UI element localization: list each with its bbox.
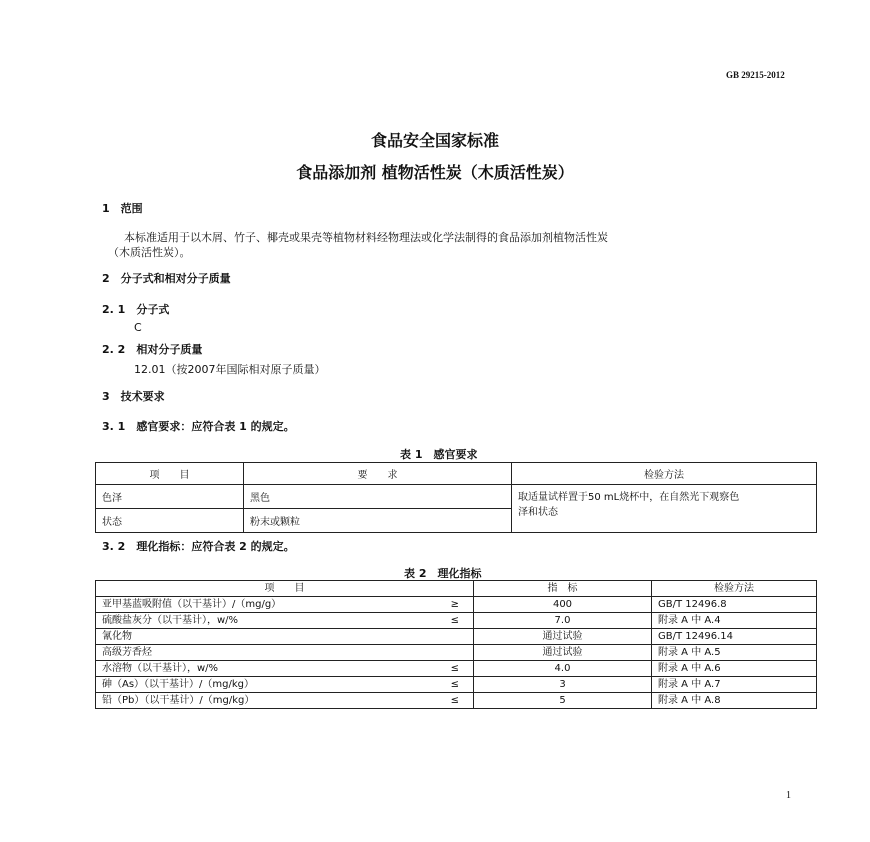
- table2-value: 5: [474, 693, 652, 709]
- table2-item: [96, 597, 474, 613]
- table2-item-label: 高级芳香烃: [102, 647, 152, 658]
- table2-item-label: 氰化物: [102, 631, 132, 642]
- table2-item: [96, 613, 474, 629]
- section-3-heading: 3 技术要求: [102, 390, 165, 403]
- molecular-mass-value: 12.01（按2007年国际相对原子质量）: [134, 363, 326, 376]
- table2-item: [96, 629, 474, 645]
- table2-caption: 表 2 理化指标: [404, 567, 482, 580]
- table-row: [96, 677, 817, 693]
- table2-method: 附录 A 中 A.5: [652, 645, 817, 661]
- table1-item: 色泽: [96, 485, 244, 509]
- table2-value: 7.0: [474, 613, 652, 629]
- table1-requirement: 黑色: [244, 485, 512, 509]
- comparison-symbol: ≤: [450, 679, 459, 690]
- table2-item-label: 硫酸盐灰分（以干基计），w/%: [102, 615, 239, 626]
- table2-item: [96, 645, 474, 661]
- table2-item: [96, 677, 474, 693]
- section-3-1-heading: 3. 1 感官要求：应符合表 1 的规定。: [102, 420, 295, 433]
- section-2-1-heading: 2. 1 分子式: [102, 303, 170, 316]
- table2-method: 附录 A 中 A.8: [652, 693, 817, 709]
- table-row: [96, 613, 817, 629]
- table-row: [96, 645, 817, 661]
- comparison-symbol: ≤: [450, 695, 459, 706]
- table1-caption: 表 1 感官要求: [400, 448, 478, 461]
- table1-requirement: 粉末或颗粒: [244, 509, 512, 533]
- physicochemical-table: [95, 580, 817, 709]
- section-3-2-heading: 3. 2 理化指标：应符合表 2 的规定。: [102, 540, 295, 553]
- table1-header-requirement: 要 求: [244, 463, 512, 485]
- section-1-text-line2: （木质活性炭）。: [108, 246, 191, 259]
- table2-value: 通过试验: [474, 645, 652, 661]
- page-title: 食品安全国家标准: [370, 131, 499, 150]
- table1-header-method: 检验方法: [512, 463, 817, 485]
- section-2-2-heading: 2. 2 相对分子质量: [102, 343, 203, 356]
- table2-header-method: 检验方法: [652, 581, 817, 597]
- page-number: 1: [786, 790, 791, 801]
- table2-header-value: 指 标: [474, 581, 652, 597]
- table2-value: 3: [474, 677, 652, 693]
- table-row: [96, 693, 817, 709]
- table2-value: 400: [474, 597, 652, 613]
- table2-value: 通过试验: [474, 629, 652, 645]
- table2-header-item: 项 目: [96, 581, 474, 597]
- table2-method: GB/T 12496.8: [652, 597, 817, 613]
- table1-method-line1: 取适量试样置于50 mL烧杯中，在自然光下观察色: [518, 492, 740, 503]
- section-1-text-line1: 本标准适用于以木屑、竹子、椰壳或果壳等植物材料经物理法或化学法制得的食品添加剂植物活性炭: [124, 231, 608, 244]
- table1-method-line2: 泽和状态: [518, 507, 558, 518]
- comparison-symbol: ≤: [450, 663, 459, 674]
- table2-method: 附录 A 中 A.6: [652, 661, 817, 677]
- table1-header-item: 项 目: [96, 463, 244, 485]
- table2-item: [96, 661, 474, 677]
- table2-item-label: 铅（Pb）（以干基计）/（mg/kg）: [102, 695, 255, 706]
- comparison-symbol: ≥: [450, 599, 459, 610]
- table2-value: 4.0: [474, 661, 652, 677]
- table1-method: [512, 485, 817, 533]
- table2-method: 附录 A 中 A.4: [652, 613, 817, 629]
- section-1-heading: 1 范围: [102, 202, 143, 215]
- table2-item-label: 水溶物（以干基计），w/%: [102, 663, 219, 674]
- standard-number: GB 29215-2012: [726, 70, 785, 80]
- comparison-symbol: ≤: [450, 615, 459, 626]
- formula-value: C: [134, 321, 142, 334]
- table2-item-label: 亚甲基蓝吸附值（以干基计）/（mg/g）: [102, 599, 282, 610]
- table-row: [96, 629, 817, 645]
- table-row: [96, 485, 817, 509]
- table-row: [96, 661, 817, 677]
- table2-item-label: 砷（As）（以干基计）/（mg/kg）: [102, 679, 255, 690]
- table-row: [96, 597, 817, 613]
- section-2-heading: 2 分子式和相对分子质量: [102, 272, 231, 285]
- sensory-table: [95, 462, 817, 533]
- table2-item: [96, 693, 474, 709]
- table1-item: 状态: [96, 509, 244, 533]
- table2-method: 附录 A 中 A.7: [652, 677, 817, 693]
- page-subtitle: 食品添加剂 植物活性炭（木质活性炭）: [296, 163, 574, 182]
- table2-method: GB/T 12496.14: [652, 629, 817, 645]
